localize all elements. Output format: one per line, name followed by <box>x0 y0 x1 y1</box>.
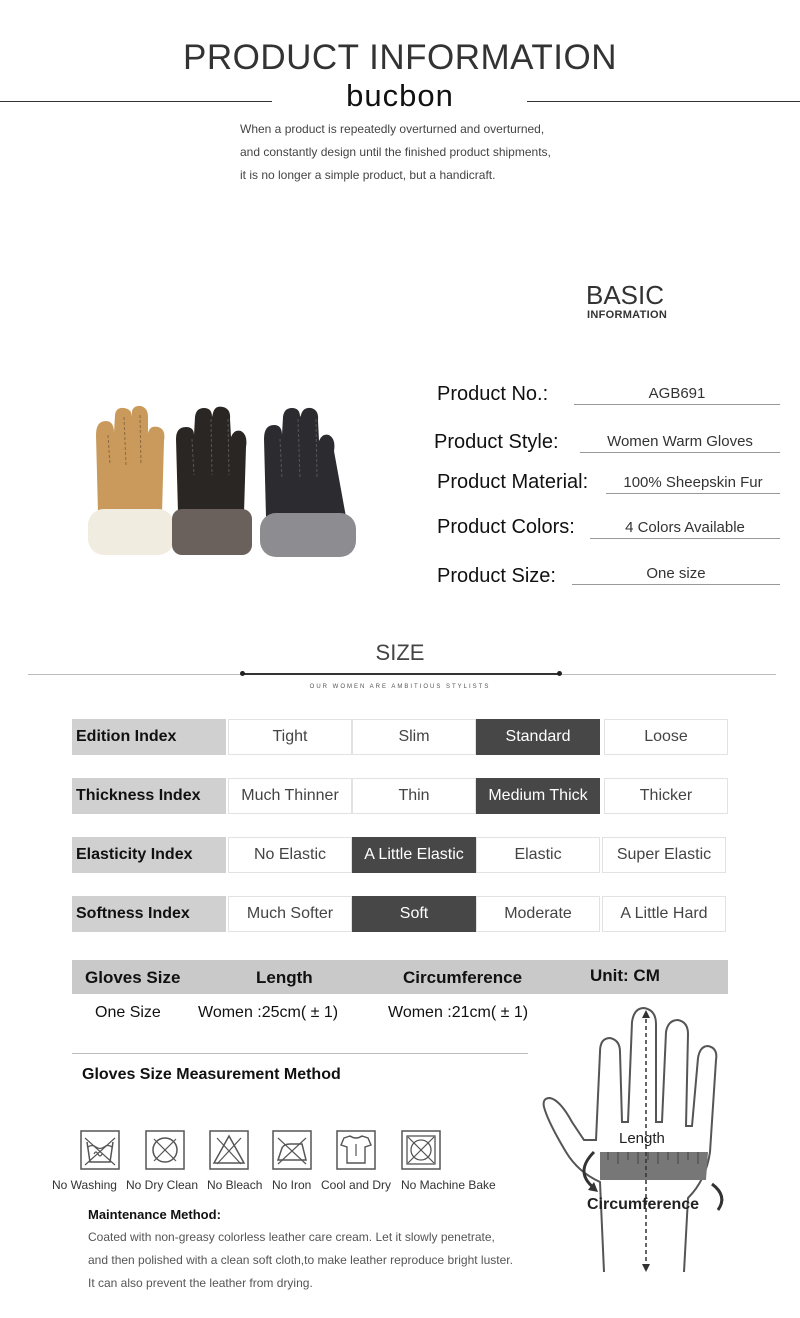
maintenance-line: Coated with non-greasy colorless leather care cream. Let it slowly penetrate, <box>88 1230 495 1244</box>
unit-header: Unit: CM <box>590 966 660 985</box>
circumference-label: Circumference <box>587 1196 700 1213</box>
product-colors-value: 4 Colors Available <box>590 519 780 539</box>
softness-option-soft: Soft <box>352 896 476 932</box>
no-dry-clean-icon <box>145 1130 185 1170</box>
elasticity-option-no-elastic: No Elastic <box>228 837 352 873</box>
intro-line: and constantly design until the finished product shipments, <box>240 145 551 159</box>
thickness-option-thicker: Thicker <box>604 778 728 814</box>
elasticity-option-elastic: Elastic <box>476 837 600 873</box>
measurement-method-title: Gloves Size Measurement Method <box>82 1066 341 1083</box>
page-title: PRODUCT INFORMATION <box>182 38 618 77</box>
softness-option-much-softer: Much Softer <box>228 896 352 932</box>
basic-heading: BASIC <box>586 280 665 310</box>
product-material-value: 100% Sheepskin Fur <box>606 474 780 494</box>
elasticity-option-a-little-elastic: A Little Elastic <box>352 837 476 873</box>
thickness-option-thin: Thin <box>352 778 476 814</box>
softness-option-moderate: Moderate <box>476 896 600 932</box>
product-material-label: Product Material: <box>437 471 589 493</box>
black-glove <box>172 407 252 555</box>
maintenance-line: It can also prevent the leather from drying. <box>88 1276 313 1290</box>
tan-glove <box>88 406 174 555</box>
circumference-header: Circumference <box>403 968 523 987</box>
care-label-no-dry-clean: No Dry Clean <box>126 1178 199 1192</box>
elasticity-index-row <box>72 837 728 873</box>
maintenance-text <box>88 1226 548 1295</box>
divider-dot-left <box>240 671 245 676</box>
care-label-cool-and-dry: Cool and Dry <box>321 1178 392 1192</box>
size-title: SIZE <box>375 640 425 665</box>
elasticity-index-label: Elasticity Index <box>72 837 226 873</box>
softness-index-row <box>72 896 728 932</box>
length-value: Women :25cm( ± 1) <box>198 1004 339 1021</box>
length-header: Length <box>256 968 313 987</box>
maintenance-title: Maintenance Method: <box>88 1207 221 1222</box>
product-no-label: Product No.: <box>437 383 549 405</box>
product-style-value: Women Warm Gloves <box>580 433 780 453</box>
gloves-size-header: Gloves Size <box>85 968 181 987</box>
thickness-option-medium-thick: Medium Thick <box>476 778 600 814</box>
thickness-index-row <box>72 778 728 814</box>
basic-subheading: INFORMATION <box>587 309 668 321</box>
elasticity-option-super-elastic: Super Elastic <box>602 837 726 873</box>
intro-text <box>240 118 600 187</box>
edition-index-row <box>72 719 728 755</box>
brand-name: bucbon <box>346 78 454 113</box>
softness-option-a-little-hard: A Little Hard <box>602 896 726 932</box>
no-washing-icon <box>80 1130 120 1170</box>
size-slogan: OUR WOMEN ARE AMBITIOUS STYLISTS <box>309 684 491 690</box>
thickness-index-label: Thickness Index <box>72 778 226 814</box>
size-divider-accent <box>242 673 560 675</box>
no-machine-bake-icon <box>401 1130 441 1170</box>
edition-option-standard: Standard <box>476 719 600 755</box>
edition-option-tight: Tight <box>228 719 352 755</box>
circumference-value: Women :21cm( ± 1) <box>388 1004 529 1021</box>
care-label-no-machine-bake: No Machine Bake <box>401 1178 496 1192</box>
divider-dot-right <box>557 671 562 676</box>
edition-index-label: Edition Index <box>72 719 226 755</box>
intro-line: it is no longer a simple product, but a handicraft. <box>240 168 496 182</box>
product-no-value: AGB691 <box>574 385 780 405</box>
care-label-no-iron: No Iron <box>272 1178 312 1192</box>
cool-and-dry-icon <box>336 1130 376 1170</box>
product-style-label: Product Style: <box>434 431 559 453</box>
edition-option-slim: Slim <box>352 719 476 755</box>
product-size-value: One size <box>572 565 780 585</box>
dark-grey-glove <box>260 408 356 557</box>
care-label-no-bleach: No Bleach <box>207 1178 263 1192</box>
intro-line: When a product is repeatedly overturned and overturned, <box>240 122 545 136</box>
measurement-divider <box>72 1053 528 1054</box>
gloves-product-image <box>84 405 364 565</box>
thickness-option-much-thinner: Much Thinner <box>228 778 352 814</box>
product-colors-label: Product Colors: <box>437 516 575 538</box>
no-bleach-icon <box>209 1130 249 1170</box>
length-label: Length <box>619 1130 665 1147</box>
size-value: One Size <box>95 1004 161 1021</box>
product-size-label: Product Size: <box>437 565 556 587</box>
care-label-no-washing: No Washing <box>52 1178 117 1192</box>
edition-option-loose: Loose <box>604 719 728 755</box>
no-iron-icon <box>272 1130 312 1170</box>
maintenance-line: and then polished with a clean soft cloth,to make leather reproduce bright luster. <box>88 1253 513 1267</box>
softness-index-label: Softness Index <box>72 896 226 932</box>
